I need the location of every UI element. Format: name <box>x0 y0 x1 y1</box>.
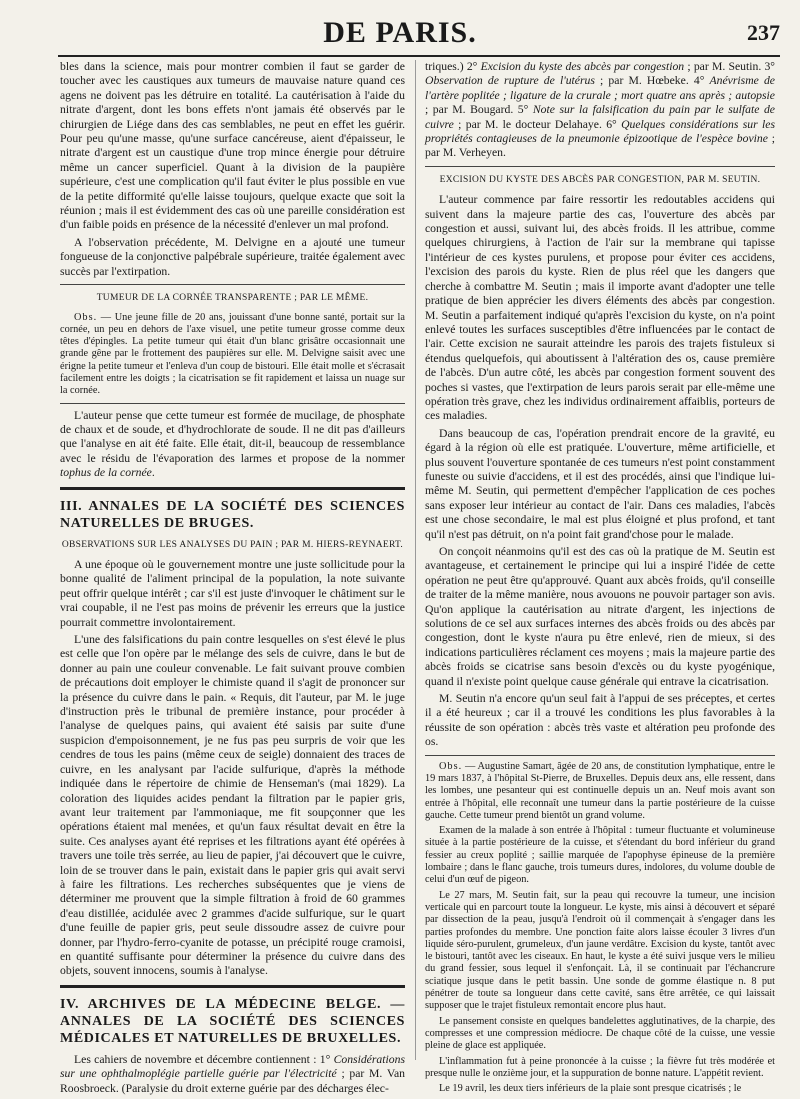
paragraph: Dans beaucoup de cas, l'opération prendrait encore de la gravité, eu égard à la région où elle est pratiquée. L'ouverture, même artificielle, et plus souvent l'ouverture spontanée de ces tumeurs n'est point constamment funeste ou suivie d'accidens, et il est des procédés, ainsi que l'indique lui-même M. Seutin, qui permettent d'empêcher l'application de ces poches sans exposer leur intérieur au contact de l'air. Dans ces maladies, l'abcès est une chose secondaire, le mal est plus éloigné et plus profond, et tant qu'il n'est pas détruit, on n'a point fait grand'chose pour le malade. <box>425 426 775 541</box>
paragraph: M. Seutin n'a encore qu'un seul fait à l'appui de ses préceptes, et certes il a été heureux ; car il a trouvé les conditions les plus favorables à la réussite de son opération : abcès très vaste et altération peu profonde des os. <box>425 692 775 749</box>
subsection-title: TUMEUR DE LA CORNÉE TRANSPARENTE ; PAR LE MÊME. <box>96 293 369 304</box>
text: . <box>151 466 155 480</box>
text: triques.) 2° <box>425 60 481 73</box>
paragraph: A une époque où le gouvernement montre une juste sollicitude pour la bonne qualité de l'aliment principal de la population, la note suivante peut offrir quelque intérêt ; car s'il est juste d'invoquer le châtiment sur le vrai coupable, il ne l'est pas moins de prévenir les erreurs que la justice pourrait commettre involontairement. <box>60 558 405 629</box>
paragraph <box>60 409 405 481</box>
subsection-title: EXCISION DU KYSTE DES ABCÈS PAR CONGESTION, PAR M. SEUTIN. <box>439 174 761 185</box>
text: ; par M. Bougard. 5° <box>425 103 533 117</box>
italic-title: Excision du kyste des abcès par congestion <box>480 60 685 73</box>
observation-paragraph: Examen de la malade à son entrée à l'hôpital : tumeur fluctuante et volumineuse située à la partie postérieure de la cuisse, et s'étendant du bord inférieur du grand fessier au creux poplité ; saillie marquée de l'apophyse épineuse de la première lombaire ; dans le flanc gauche, trois tumeurs dures, indolores, du volume double de celui d'un œuf de pigeon. <box>425 825 775 886</box>
italic-title: Observation de rupture de l'utérus <box>425 74 595 88</box>
separator <box>425 755 775 756</box>
text: ; par M. Verheyen. <box>425 132 776 160</box>
separator <box>425 166 775 167</box>
section-heading: III. ANNALES DE LA SOCIÉTÉ DES SCIENCES NATURELLES DE BRUGES. <box>60 498 405 531</box>
text: ; par M. Hœbeke. 4° <box>594 74 710 88</box>
paragraph: bles dans la science, mais pour montrer combien il faut se garder de toucher avec les caustiques aux tumeurs de mauvaise nature quand ces agens ne doivent pas les détruire en totalité. La cautérisation à l'aide du nitrate d'argent, dont les bons effets n'ont jamais été observés par le chirurgien de Liége dans des cas semblables, ne peut en effet les guérir. Pour peu qu'une masse, qu'une surface cancéreuse, aient d'épaisseur, le nitrate d'argent est un caustique d'une trop mince énergie pour détruire même un cancer superficiel. Quant à la division de la paupière supérieure, c'est une complication qu'il faut éviter le plus possible en vue de la petite difformité qu'elle laisse toujours, quelque exacte que soit la réunion ; mais il est évidemment des cas où une pareille considération est d'un faible poids en présence de la nécessité d'enlever un mal profond. <box>60 60 405 232</box>
observation-paragraph: L'inflammation fut à peine prononcée à la cuisse ; la fièvre fut très modérée et presque nulle le onzième jour, et la suppuration de bonne nature. L'appétit revient. <box>425 1055 775 1079</box>
obs-text: — Augustine Samart, âgée de 20 ans, de constitution lymphatique, entre le 19 mars 1837, à l'hôpital St-Pierre, de Bruxelles. Depuis deux ans, elle ressent, dans les lombes, une pesanteur qui est continuelle depuis un an. Neuf mois avant son entrée à l'hôpital, elle reconnaît une tumeur dans la partie postérieure de la cuisse gauche. Cette tumeur prend bientôt un grand volume. <box>425 760 775 821</box>
running-header <box>0 12 800 52</box>
text: ; par M. le docteur Delahaye. 6° <box>453 117 622 131</box>
section-rule <box>60 985 405 988</box>
separator <box>60 403 405 404</box>
italic-title: Anévrisme de l'artère poplitée ; ligature de la crurale ; mort quatre ans après ; autopsie <box>425 74 775 102</box>
text: ; par M. Van Roosbroeck. (Paralysie du droit externe guérie par des décharges élec- <box>60 1067 406 1095</box>
observation-paragraph: Le 27 mars, M. Seutin fait, sur la peau qui recouvre la tumeur, une incision verticale qui en parcourt toute la longueur. Le kyste, mis ainsi à découvert et séparé par dissection de la peau, jusqu'à l'endroit où il commençait à s'engager dans les parties profondes du membre. Une ponction faite alors laisse écouler 3 livres d'un liquide séro-purulent, grumeleux, d'un jaune verdâtre. Excision du kyste, tantôt avec le bistouri, tantôt avec les ciseaux. En haut, le kyste a été suivi jusque vers le milieu du grand fessier, sous lequel il s'enfonçait. Là, il se continuait par l'échancrure sciatique jusque dans le petit bassin. Une sonde de gomme élastique n. 8 put pénétrer de toute sa longueur dans cette cavité, sans être arrêtée, ce qui laissait supposer que le trajet fistuleux remontait encore plus haut. <box>425 889 775 1012</box>
left-column <box>60 60 405 1099</box>
subsection-title: OBSERVATIONS SUR LES ANALYSES DU PAIN ; PAR M. HIERS-REYNAERT. <box>61 539 404 550</box>
right-column <box>425 60 775 1098</box>
italic-title: Note sur la falsification du pain par le sulfate de cuivre <box>425 103 775 131</box>
text: L'auteur pense que cette tumeur est formée de mucilage, de phosphate de chaux et de soude, et d'hydrochlorate de soude. Il ne dit pas d'ailleurs que l'analyse en ait été faite. Elle était, dit-il, beaucoup de ressemblance avec le résidu de l'évaporation des larmes et propose de la nommer <box>60 408 405 465</box>
observation <box>60 312 405 398</box>
page-number: 237 <box>747 20 780 45</box>
obs-label: Obs. <box>439 760 463 772</box>
header-rule <box>58 55 780 57</box>
column-divider <box>415 60 416 1060</box>
paragraph: On conçoit néanmoins qu'il est des cas où la pratique de M. Seutin est avantageuse, et certainement le principe qui lui a inspiré l'idée de cette opération ne peut être qu'approuvé. Quant aux abcès froids, qu'il conseille de traiter de la même manière, nous avouons ne pouvoir partager son avis. Qu'on applique la cautérisation au nitrate d'argent, les injections de solutions de ce sel aux surfaces internes des abcès froids ou des abcès par congestion, dont le kyste n'aura pu être enlevé, rien de mieux, si des indications particulières réclament ces moyens ; mais la majeure partie des abcès froids se cicatrise sans besoin d'excès ou du kyste pyogénique, quand il n'existe point quelque cause générale qui entrave la cicatrisation. <box>425 545 775 688</box>
italic-term: tophus de la cornée <box>60 466 152 480</box>
observation-paragraph: Le pansement consiste en quelques bandelettes agglutinatives, de la charpie, des compresses et une compression médiocre. De chaque côté de la cuisse, une vessie pleine de glace est appliquée. <box>425 1015 775 1052</box>
separator <box>60 284 405 285</box>
paragraph: L'auteur commence par faire ressortir les redoutables accidens qui suivent dans la majeure partie des cas, l'ouverture des abcès par congestion et aussi, suivant lui, des abcès froids. Il les attribue, comme quelques chirurgiens, à l'action de l'air sur la membrane qui tapisse l'intérieur de ces kystes purulens, et propose pour éviter ces accidens, l'excision des parois du kyste. Rien de plus réel que les dangers que cherche à combattre M. Seutin ; mais il importe avant d'adopter une telle pratique de bien apprécier les divers éléments des abcès par congestion. M. Seutin a parfaitement indiqué qu'après l'excision du kyste, on n'a point enlevé toutes les surfaces susceptibles d'être influencées par le contact de l'air. Cette excision ne saurait atteindre les parois des trajets fistuleux si étendus quelquefois, qui aboutissent à l'altération des os, cause première de l'abcès. D'un autre côté, les abcès par congestion forment souvent des poches si vastes, que l'extirpation de leurs parois serait par elle-même une opération très grave, chez les individus ordinairement affaiblis, porteurs de ces maladies. <box>425 193 775 423</box>
paragraph <box>425 60 775 161</box>
running-title: DE PARIS. <box>323 16 477 49</box>
paragraph: L'une des falsifications du pain contre lesquelles on s'est élevé le plus est celle que l'on opère par le mélange des sels de cuivre, dans le but de donner au pain une couleur convenable. Le fait suivant prouve combien de précautions doit employer le chimiste quand il s'agit de prononcer sur la présence du cuivre dans le pain. « Requis, dit l'auteur, par M. le juge d'instruction près le tribunal de première instance, pour procéder à l'analyse de quelques pains, qui avaient été saisis par suite d'une suspicion d'empoisonnement, je ne fus pas peu surpris de voir que les cendres de tous les pains (même ceux de seigle) donnaient des traces de cuivre, en les analysant par l'acide sulfurique, d'après la méthode indiquée dans le répertoire de chimie de Henseman's (mai 1829). La coloration des liquides acides pendant la filtration par le papier gris, avant leur traitement par l'ammoniaque, me fit soupçonner que les opérations étaient mal menées, et qu'un faux résultat devait en être la suite. Ces analyses ayant été reprises et les filtrations ayant été opérées à travers une toile très serrée, au lieu de papier, j'ai découvert que le cuivre, loin de se trouver dans le pain, existait dans le papier gris qui avait servi à faire les filtrations. Les recherches subséquentes que je viens de déterminer me prouvent que la simple filtration à froid de 60 grammes d'eau distillée, acidulée avec 2 grammes d'acide sulfurique, sur le quart d'une feuille de papier gris, peut seule dissoudre assez de cuivre pour donner, par l'hydro-ferro-cyanite de potasse, un précipité rouge cramoisi, en quantité suffisante pour déterminer la présence du cuivre dans des objets, souvent innocens, soumis à l'analyse. <box>60 633 405 978</box>
section-rule <box>60 487 405 490</box>
obs-label: Obs. <box>74 311 98 323</box>
observation-paragraph: Le 19 avril, les deux tiers inférieurs de la plaie sont presque cicatrisés ; le <box>439 1083 742 1095</box>
observation <box>425 761 775 822</box>
italic-title: Considérations sur une ophthalmoplégie partielle guérie par l'électricité <box>60 1052 405 1081</box>
paragraph: A l'observation précédente, M. Delvigne en a ajouté une tumeur fongueuse de la conjonctive palpébrale supérieure, traitée également avec succès par l'extirpation. <box>60 235 405 278</box>
obs-text: — Une jeune fille de 20 ans, jouissant d'une bonne santé, portait sur la cornée, un peu en dehors de l'axe visuel, une petite tumeur grosse comme deux têtes d'épingles. La petite tumeur qui était d'un blanc grisâtre occasionnait une grande gêne par le frottement des paupières sur elle. M. Delvigne saisit avec une érigne la petite tumeur et l'enleva d'un coup de bistouri. Elle était molle et s'écrasait facilement entre les doigts ; la cicatrisation se fit rapidement et laissa un nuage sur la cornée. <box>60 311 405 397</box>
italic-title: Quelques considérations sur les propriétés contagieuses de la pneumonie épizootique de l'espèce bovine <box>425 117 776 146</box>
text: ; par M. Seutin. 3° <box>684 60 775 73</box>
paragraph <box>60 1053 405 1096</box>
text: Les cahiers de novembre et décembre contiennent : 1° <box>74 1052 334 1066</box>
section-heading: IV. ARCHIVES DE LA MÉDECINE BELGE. — ANNALES DE LA SOCIÉTÉ DES SCIENCES MÉDICALES ET NATURELLES DE BRUXELLES. <box>60 996 405 1046</box>
